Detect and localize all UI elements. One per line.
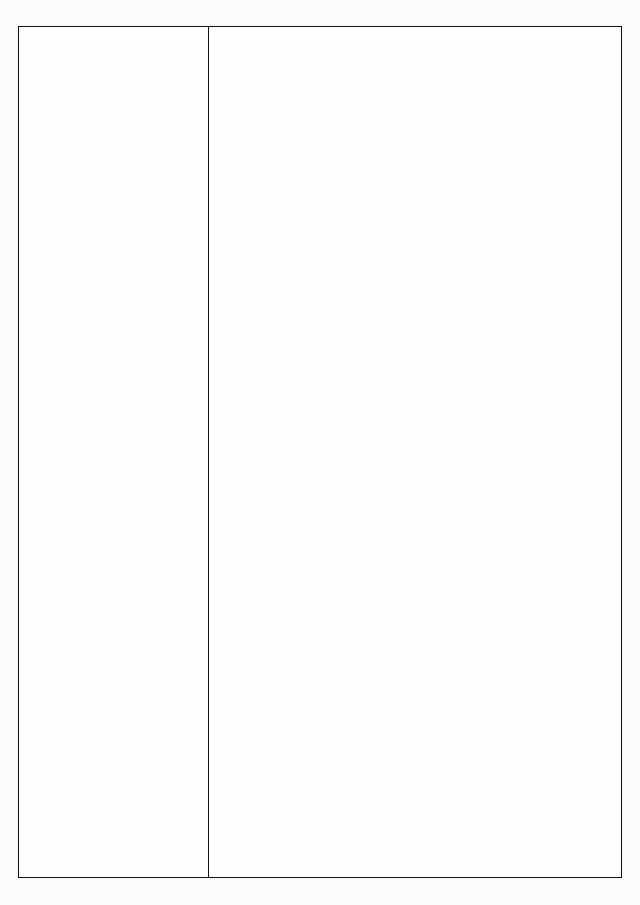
- scanned-table-area: [18, 26, 622, 878]
- table-frame: [18, 26, 622, 878]
- table-body: [209, 26, 622, 877]
- table-header: [19, 26, 209, 877]
- rotated-table: [18, 26, 622, 878]
